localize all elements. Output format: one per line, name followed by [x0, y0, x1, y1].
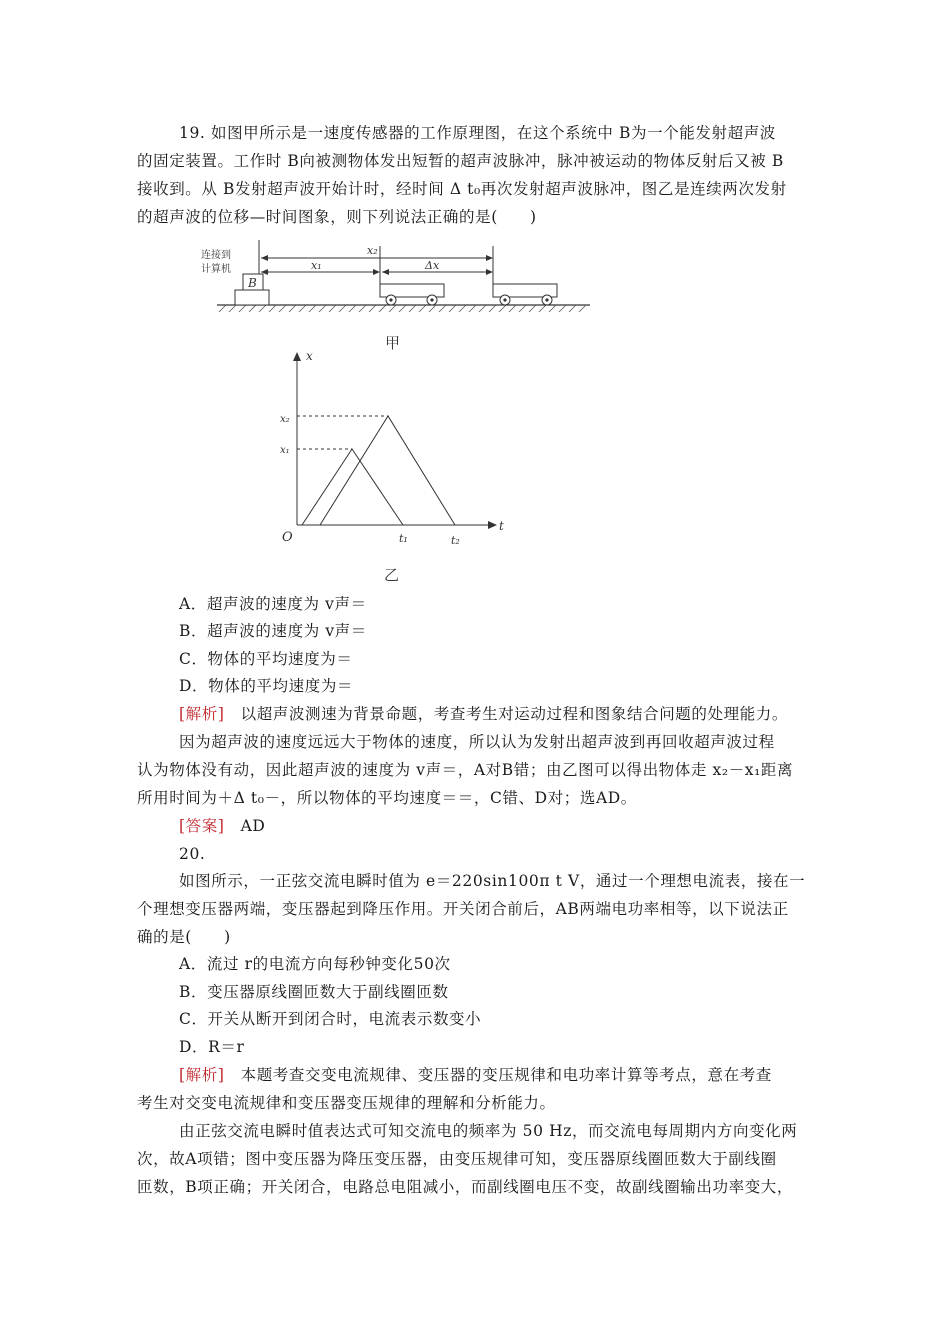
dx-arrowhead-right [486, 269, 493, 275]
ground-hatching [219, 305, 586, 312]
q20-analysis-intro-2: 考生对交变电流规律和变压器变压规律的理解和分析能力。 [137, 1094, 556, 1112]
dx-arrowhead-left [382, 269, 389, 275]
q19-analysis-intro: 以超声波测速为背景命题，考查考生对运动过程和图象结合问题的处理能力。 [224, 705, 789, 723]
q19-stem-line-1: 19. 如图甲所示是一速度传感器的工作原理图，在这个系统中 B为一个能发射超声波 [179, 124, 776, 142]
pulse-2-path [320, 416, 455, 525]
q19-answer-value: AD [224, 817, 266, 835]
device-base [235, 290, 269, 305]
q19-analysis-body-1: 因为超声波的速度远远大于物体的速度，所以认为发射出超声波到再回收超声波过程 [179, 733, 775, 751]
figure-yi [275, 345, 515, 585]
x1-arrowhead-right [373, 269, 380, 275]
q20-number: 20. [179, 845, 206, 863]
figure-jia-caption: 甲 [385, 334, 401, 352]
t-axis-label: t [499, 519, 504, 533]
q20-analysis-body-2: 次，故A项错；图中变压器为降压变压器，由变压规律可知，变压器原线圈匝数大于副线圈 [137, 1150, 777, 1168]
q19-analysis-tag: [解析] [179, 705, 225, 723]
device-b-label: B [248, 276, 257, 290]
q20-option-a: A．流过 r的电流方向每秒钟变化50次 [179, 955, 451, 973]
x1-label: x₁ [311, 259, 322, 272]
q19-analysis-body-3: 所用时间为＋Δ t₀－，所以物体的平均速度＝＝，C错、D对；选AD。 [137, 789, 637, 807]
q19-answer-line [179, 812, 829, 840]
q20-option-d: D．R＝r [179, 1038, 245, 1056]
x2-arrowhead-left [261, 255, 268, 261]
q19-analysis-body-2: 认为物体没有动，因此超声波的速度为 v声＝，A对B错；由乙图可以得出物体走 x₂－x₁距离 [137, 761, 794, 779]
q20-analysis-body-3: 匝数，B项正确；开关闭合，电路总电阻减小，而副线圈电压不变，故副线圈输出功率变大， [137, 1178, 793, 1196]
x2-label: x₂ [367, 244, 378, 257]
x2-tick-label: x₂ [280, 414, 290, 425]
q19-stem-line-3: 接收到。从 B发射超声波开始计时，经时间 Δ t₀再次发射超声波脉冲，图乙是连续两次发射 [137, 180, 787, 198]
q19-analysis-line [179, 700, 829, 728]
q20-analysis-tag: [解析] [179, 1066, 225, 1084]
q19-answer-tag: [答案] [179, 817, 225, 835]
q20-stem-line-1: 如图所示，一正弦交流电瞬时值为 e＝220sin100π t V，通过一个理想电流表，接在一 [179, 872, 806, 890]
x2-arrowhead-right [486, 255, 493, 261]
q20-option-c: C．开关从断开到闭合时，电流表示数变小 [179, 1010, 482, 1028]
origin-label: O [282, 530, 293, 545]
computer-label-2: 计算机 [201, 264, 231, 275]
q19-option-b: B．超声波的速度为 v声＝ [179, 622, 367, 640]
q19-stem-line-4: 的超声波的位移—时间图象，则下列说法正确的是( ) [137, 208, 537, 226]
q19-option-a: A．超声波的速度为 v声＝ [179, 595, 367, 613]
computer-label-1: 连接到 [201, 250, 231, 261]
dx-label: Δx [425, 259, 440, 272]
q20-analysis-line [179, 1061, 829, 1089]
q19-option-c: C．物体的平均速度为＝ [179, 650, 353, 668]
q19-option-d: D．物体的平均速度为＝ [179, 677, 354, 695]
figure-jia [195, 232, 595, 362]
x1-tick-label: x₁ [280, 445, 290, 456]
t2-tick-label: t₂ [451, 534, 460, 547]
x-axis-label: x [306, 349, 313, 363]
q19-stem-line-2: 的固定装置。工作时 B向被测物体发出短暂的超声波脉冲，脉冲被运动的物体反射后又被 B [137, 152, 784, 170]
t1-tick-label: t₁ [399, 532, 408, 545]
q20-analysis-intro: 本题考查交变电流规律、变压器的变压规律和电功率计算等考点，意在考查 [224, 1066, 772, 1084]
q20-stem-line-2: 个理想变压器两端，变压器起到降压作用。开关闭合前后，AB两端电功率相等，以下说法正 [137, 900, 789, 918]
q20-option-b: B．变压器原线圈匝数大于副线圈匝数 [179, 983, 449, 1001]
q20-analysis-body-1: 由正弦交流电瞬时值表达式可知交流电的频率为 50 Hz，而交流电每周期内方向变化两 [179, 1122, 798, 1140]
pulse-1-path [302, 449, 403, 525]
q20-stem-line-3: 确的是( ) [137, 928, 231, 946]
figure-yi-caption: 乙 [384, 566, 400, 584]
x-axis-arrow [293, 352, 301, 361]
t-axis-arrow [488, 521, 497, 529]
